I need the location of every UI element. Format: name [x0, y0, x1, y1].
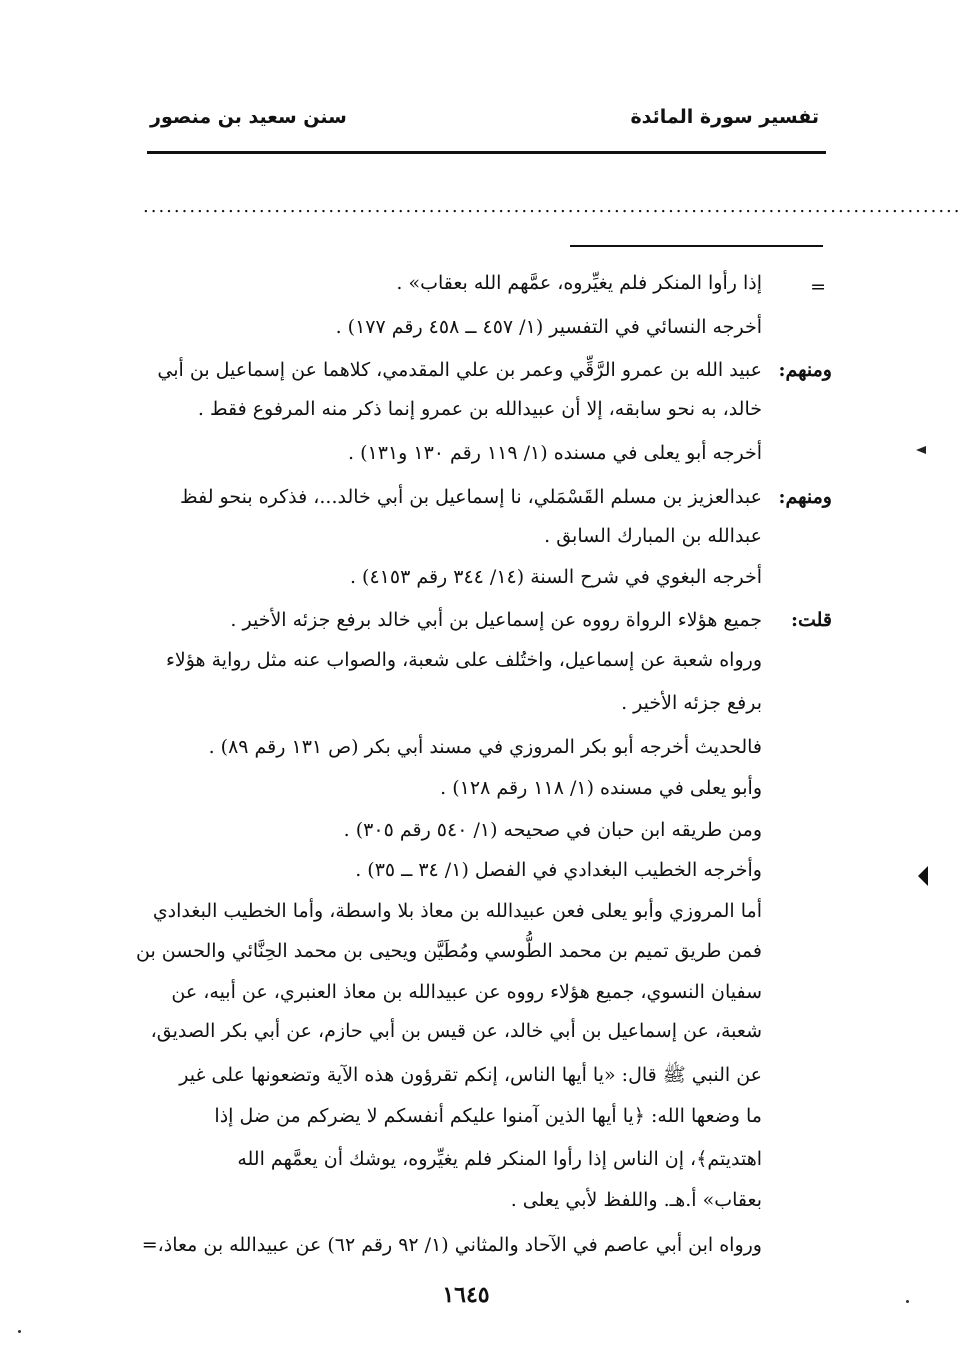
text-line: عبدالله بن المبارك السابق .	[544, 525, 762, 547]
text-line: اهتديتم﴾، إن الناس إذا رأوا المنكر فلم يغيِّروه، يوشك أن يعمَّهم الله	[237, 1148, 762, 1170]
margin-mark-arrow	[916, 446, 926, 454]
scan-speck	[18, 1330, 21, 1333]
text-line: سفيان النسوي، جميع هؤلاء رووه عن عبيدالله بن معاذ العنبري، عن أبيه، عن	[171, 981, 762, 1003]
text-line: أخرجه النسائي في التفسير (١/ ٤٥٧ ــ ٤٥٨ رقم ١٧٧) .	[335, 316, 762, 338]
text-line: شعبة، عن إسماعيل بن أبي خالد، عن قيس بن أبي حازم، عن أبي بكر الصديق،	[150, 1020, 762, 1042]
label-minhum-2: ومنهم:	[778, 486, 832, 508]
text-line: أخرجه البغوي في شرح السنة (١٤/ ٣٤٤ رقم ٤١٥٣) .	[349, 566, 762, 588]
text-line: أما المروزي وأبو يعلى فعن عبيدالله بن معاذ بلا واسطة، وأما الخطيب البغدادي	[152, 900, 762, 922]
dotted-separator: ..........................................................................................................	[143, 196, 962, 217]
text-line: فالحديث أخرجه أبو بكر المروزي في مسند أبي بكر (ص ١٣١ رقم ٨٩) .	[208, 736, 762, 758]
text-line: أخرجه أبو يعلى في مسنده (١/ ١١٩ رقم ١٣٠ و١٣١) .	[348, 442, 762, 464]
text-line: وأخرجه الخطيب البغدادي في الفصل (١/ ٣٤ ــ ٣٥) .	[355, 859, 762, 881]
text-line: ورواه شعبة عن إسماعيل، واختُلف على شعبة، والصواب عنه مثل رواية هؤلاء	[165, 649, 762, 671]
footnote-rule	[570, 245, 823, 247]
text-line: عبدالعزيز بن مسلم القَسْمَلي، نا إسماعيل بن أبي خالد...، فذكره بنحو لفظ	[180, 486, 762, 508]
text-line: ما وضعها الله: ﴿يا أيها الذين آمنوا عليكم أنفسكم لا يضركم من ضل إذا	[214, 1105, 762, 1127]
running-header-surah: تفسير سورة المائدة	[630, 106, 819, 128]
text-line: ورواه ابن أبي عاصم في الآحاد والمثاني (١/ ٩٢ رقم ٦٢) عن عبيدالله بن معاذ،=	[141, 1234, 762, 1256]
page-number: ١٦٤٥	[442, 1282, 490, 1308]
text-line: خالد، به نحو سابقه، إلا أن عبيدالله بن عمرو إنما ذكر منه المرفوع فقط .	[197, 398, 762, 420]
text-line: إذا رأوا المنكر فلم يغيِّروه، عمَّهم الله بعقاب» .	[396, 272, 762, 294]
text-line: جميع هؤلاء الرواة رووه عن إسماعيل بن أبي خالد برفع جزئه الأخير .	[230, 609, 762, 631]
text-line: عن النبي ﷺ قال: «يا أيها الناس، إنكم تقرؤون هذه الآية وتضعونها على غير	[179, 1064, 762, 1086]
text-line: برفع جزئه الأخير .	[621, 692, 762, 714]
margin-mark-triangle	[918, 866, 928, 886]
text-line: بعقاب» أ.هـ. واللفظ لأبي يعلى .	[510, 1189, 762, 1211]
label-minhum-1: ومنهم:	[778, 359, 832, 381]
text-line: فمن طريق تميم بن محمد الطُّوسي ومُطَيَّن ويحيى بن محمد الحِنَّائي والحسن بن	[135, 940, 762, 962]
scan-speck	[906, 1300, 909, 1303]
header-rule	[147, 151, 826, 154]
continuation-mark: =	[810, 276, 826, 298]
text-line: ومن طريقه ابن حبان في صحيحه (١/ ٥٤٠ رقم ٣٠٥) .	[343, 819, 762, 841]
running-header-book: سنن سعيد بن منصور	[150, 106, 347, 128]
text-line: عبيد الله بن عمرو الرَّقِّي وعمر بن علي المقدمي، كلاهما عن إسماعيل بن أبي	[157, 359, 762, 381]
label-qultu: قلت:	[790, 609, 832, 631]
text-line: وأبو يعلى في مسنده (١/ ١١٨ رقم ١٢٨) .	[440, 777, 762, 799]
